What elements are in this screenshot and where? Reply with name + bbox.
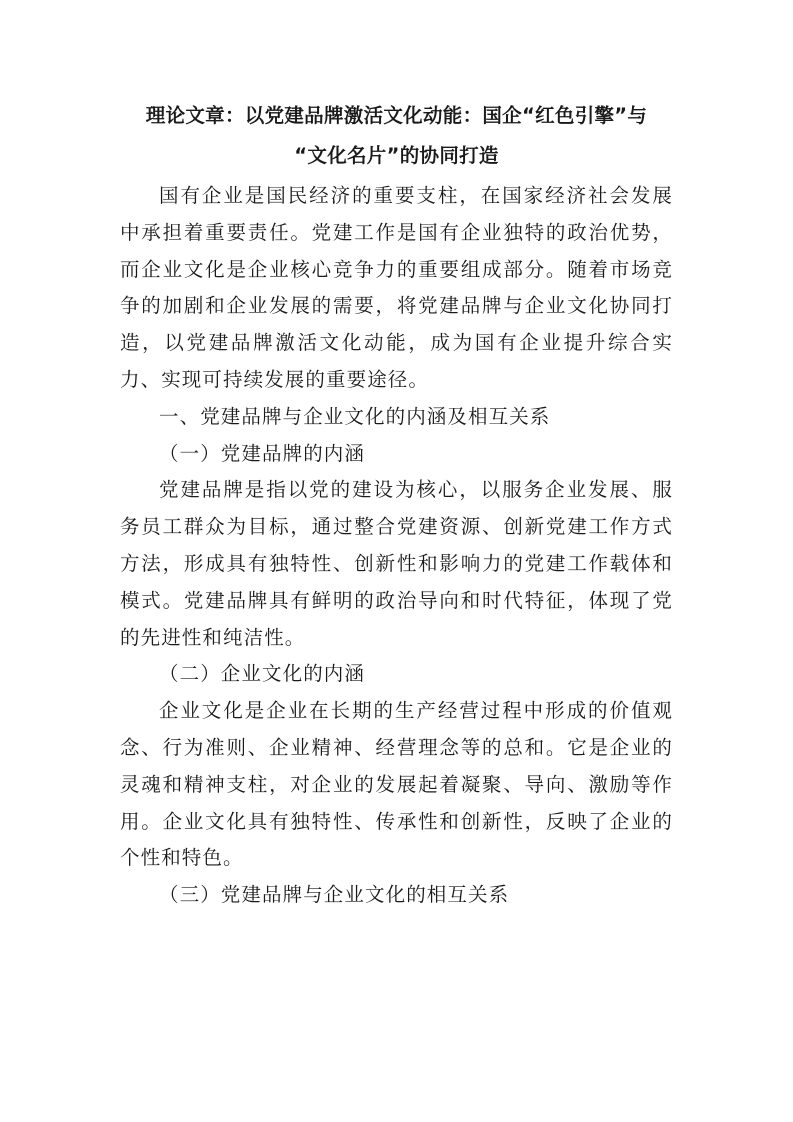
subsection-2-paragraph: 企业文化是企业在长期的生产经营过程中形成的价值观念、行为准则、企业精神、经营理念等的总和。它是企业的灵魂和精神支柱，对企业的发展起着凝聚、导向、激励等作用。企业文化具有独特性、传承性和创新性，反映了企业的个性和特色。 (120, 699, 673, 870)
document-body (120, 96, 673, 914)
section-1-heading: 一、党建品牌与企业文化的内涵及相互关系 (159, 404, 551, 428)
subsection-1-heading: （一）党建品牌的内涵 (159, 441, 366, 465)
subsection-1-paragraph: 党建品牌是指以党的建设为核心，以服务企业发展、服务员工群众为目标，通过整合党建资源、创新党建工作方式方法，形成具有独特性、创新性和影响力的党建工作载体和模式。党建品牌具有鲜明的政治导向和时代特征，体现了党的先进性和纯洁性。 (120, 478, 673, 649)
intro-paragraph: 国有企业是国民经济的重要支柱，在国家经济社会发展中承担着重要责任。党建工作是国有企业独特的政治优势，而企业文化是企业核心竞争力的重要组成部分。随着市场竞争的加剧和企业发展的需要，将党建品牌与企业文化协同打造，以党建品牌激活文化动能，成为国有企业提升综合实力、实现可持续发展的重要途径。 (120, 184, 673, 391)
subsection-2-heading: （二）企业文化的内涵 (159, 662, 366, 686)
subsection-3-heading: （三）党建品牌与企业文化的相互关系 (159, 883, 510, 907)
title-line-2: “文化名片”的协同打造 (294, 144, 499, 167)
document-title (114, 96, 679, 176)
title-line-1: 理论文章：以党建品牌激活文化动能：国企“红色引擎”与 (145, 104, 648, 127)
